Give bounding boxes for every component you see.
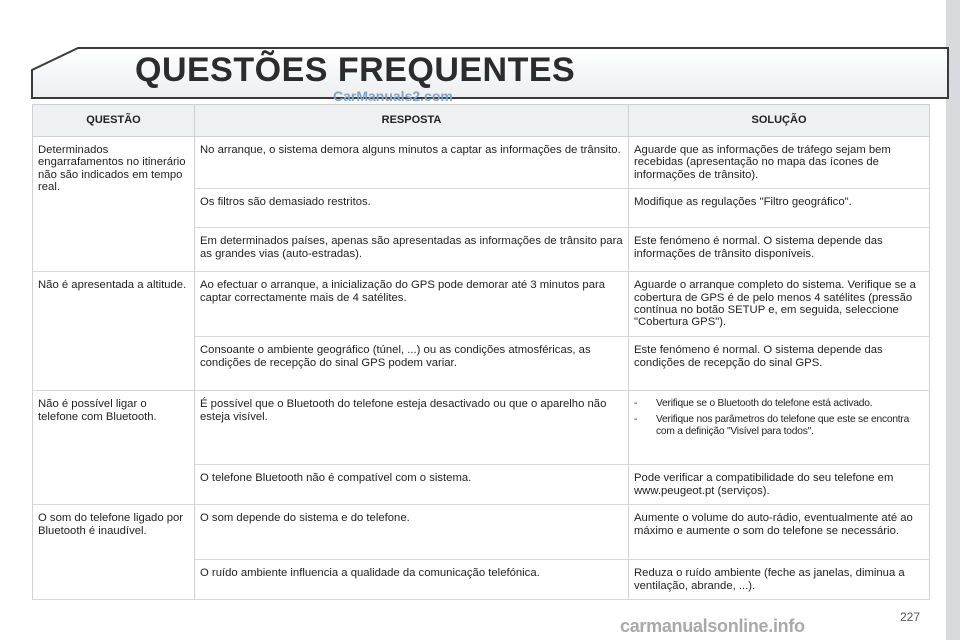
faq-table: [32, 104, 930, 600]
solution-cell: Modifique as regulações "Filtro geográfico".: [629, 189, 930, 228]
watermark-top: CarManuals2.com: [333, 88, 453, 104]
solution-bullet-list: [634, 398, 924, 438]
solution-cell: [629, 391, 930, 465]
answer-cell: No arranque, o sistema demora alguns minutos a captar as informações de trânsito.: [195, 137, 629, 189]
solution-cell: Aguarde que as informações de tráfego sejam bem recebidas (apresentação no mapa das ícones de informações de trânsito).: [629, 137, 930, 189]
answer-cell: É possível que o Bluetooth do telefone esteja desactivado ou que o aparelho não esteja visível.: [195, 391, 629, 465]
page-number: 227: [900, 610, 921, 624]
column-header-question: QUESTÃO: [33, 105, 195, 137]
table-row: [33, 272, 930, 337]
column-header-answer: RESPOSTA: [195, 105, 629, 137]
answer-cell: Em determinados países, apenas são apresentadas as informações de trânsito para as grandes vias (auto-estradas).: [195, 228, 629, 272]
answer-cell: Os filtros são demasiado restritos.: [195, 189, 629, 228]
solution-bullet-item: - Verifique se o Bluetooth do telefone está activado.: [634, 398, 924, 410]
watermark-bottom: carmanualsonline.info: [620, 616, 805, 636]
question-cell: Não é apresentada a altitude.: [33, 272, 195, 391]
table-header-row: [33, 105, 930, 137]
table-row: [33, 505, 930, 560]
solution-cell: Este fenómeno é normal. O sistema depende das condições de recepção do sinal GPS.: [629, 337, 930, 391]
answer-cell: O ruído ambiente influencia a qualidade da comunicação telefónica.: [195, 560, 629, 600]
question-cell: Determinados engarrafamentos no itinerário não são indicados em tempo real.: [33, 137, 195, 272]
solution-cell: Este fenómeno é normal. O sistema depende das informações de trânsito disponíveis.: [629, 228, 930, 272]
answer-cell: Consoante o ambiente geográfico (túnel, ...) ou as condições atmosféricas, as condições de recepção do sinal GPS podem variar.: [195, 337, 629, 391]
table-row: [33, 391, 930, 465]
question-cell: Não é possível ligar o telefone com Bluetooth.: [33, 391, 195, 505]
answer-cell: O som depende do sistema e do telefone.: [195, 505, 629, 560]
answer-cell: O telefone Bluetooth não é compatível com o sistema.: [195, 465, 629, 505]
question-cell: O som do telefone ligado por Bluetooth é inaudível.: [33, 505, 195, 600]
column-header-solution: SOLUÇÃO: [629, 105, 930, 137]
table-row: [33, 137, 930, 189]
solution-cell: Aguarde o arranque completo do sistema. Verifique se a cobertura de GPS é de pelo menos 4 satélites (pressão contínua no botão SETUP e, em seguida, seleccione "Cobertura GPS").: [629, 272, 930, 337]
solution-bullet-item: - Verifique nos parâmetros do telefone que este se encontra com a definição "Visível para todos".: [634, 414, 924, 438]
page-title: QUESTÕES FREQUENTES: [135, 51, 576, 89]
answer-cell: Ao efectuar o arranque, a inicialização do GPS pode demorar até 3 minutos para captar correctamente mais de 4 satélites.: [195, 272, 629, 337]
title-banner: [30, 46, 950, 100]
solution-cell: Reduza o ruído ambiente (feche as janelas, diminua a ventilação, abrande, ...).: [629, 560, 930, 600]
solution-cell: Pode verificar a compatibilidade do seu telefone em www.peugeot.pt (serviços).: [629, 465, 930, 505]
solution-cell: Aumente o volume do auto-rádio, eventualmente até ao máximo e aumente o som do telefone se necessário.: [629, 505, 930, 560]
